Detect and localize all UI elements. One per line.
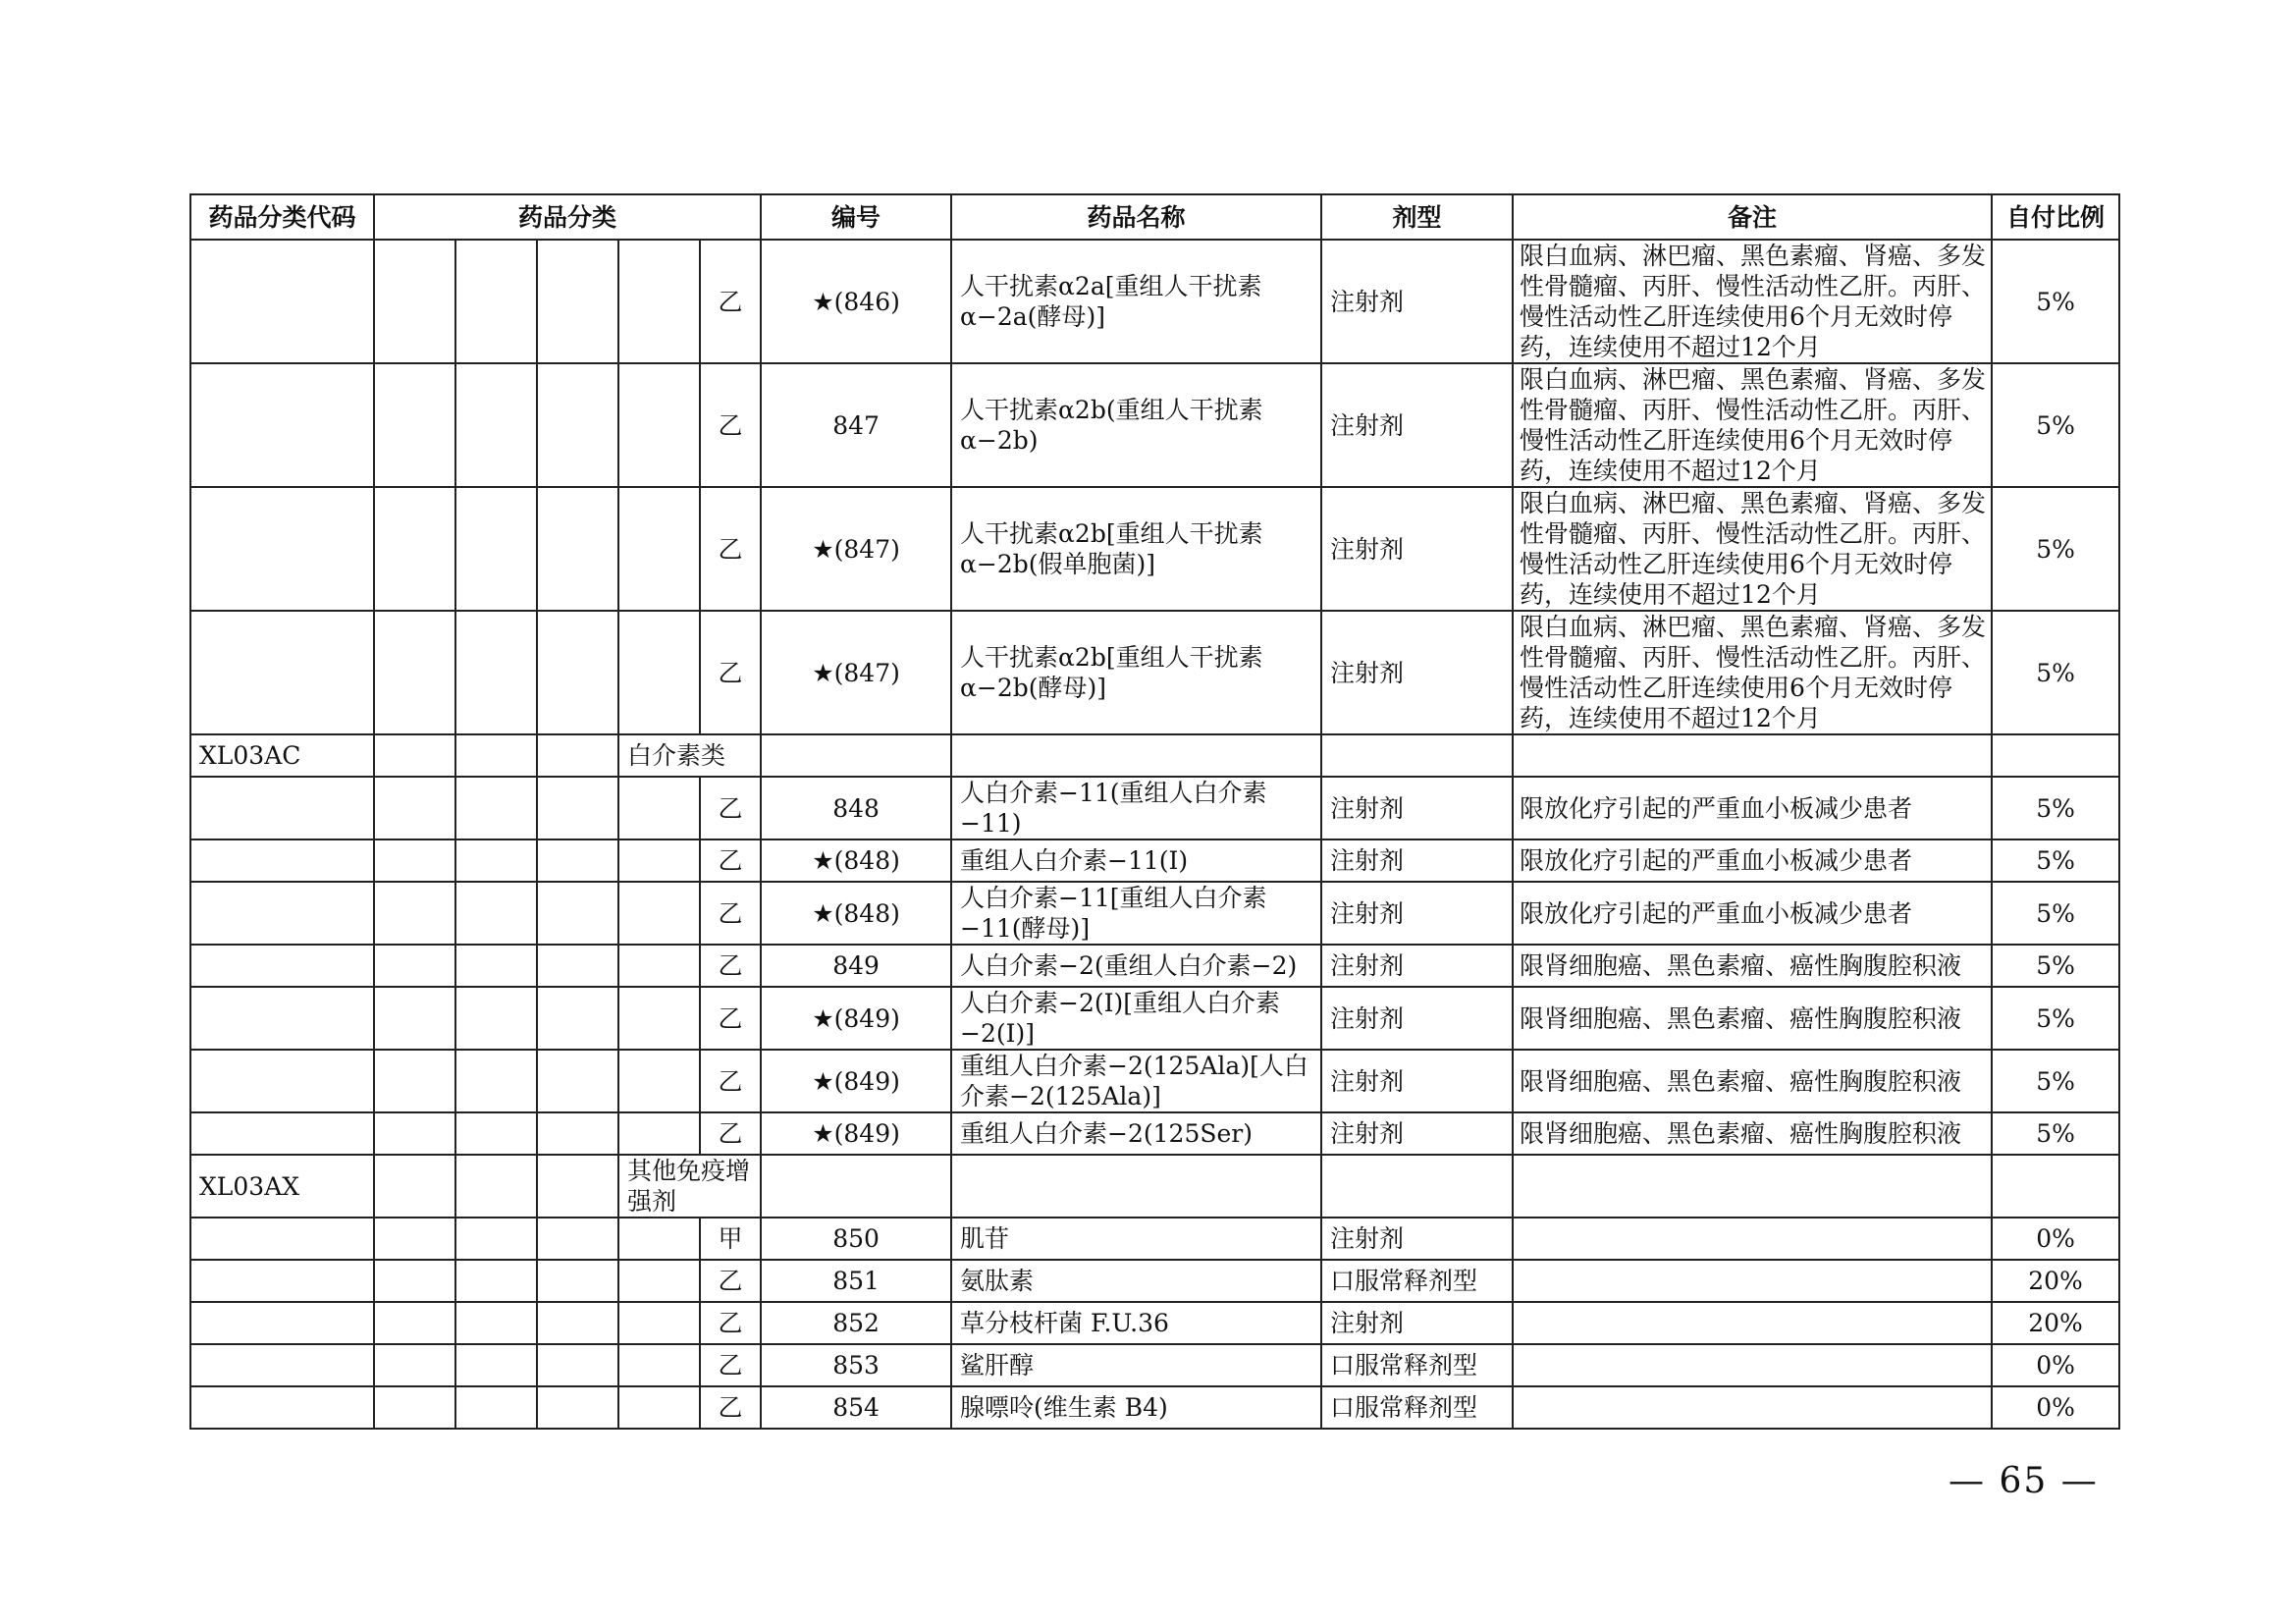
header-code: 药品分类代码 bbox=[190, 194, 374, 240]
drug-note: 限白血病、淋巴瘤、黑色素瘤、肾癌、多发性骨髓瘤、丙肝、慢性活动性乙肝。丙肝、慢性活动性乙肝连续使用6个月无效时停药，连续使用不超过12个月 bbox=[1513, 611, 1992, 734]
drug-form: 口服常释剂型 bbox=[1321, 1344, 1513, 1386]
drug-ratio: 5% bbox=[1992, 240, 2119, 363]
empty-cell bbox=[1321, 1155, 1513, 1218]
header-category: 药品分类 bbox=[374, 194, 761, 240]
drug-name: 人干扰素α2b(重组人干扰素α−2b) bbox=[951, 363, 1321, 487]
drug-form: 注射剂 bbox=[1321, 240, 1513, 363]
drug-form: 注射剂 bbox=[1321, 487, 1513, 611]
empty-cell bbox=[190, 240, 374, 363]
drug-grade: 乙 bbox=[700, 1260, 761, 1302]
empty-cell bbox=[374, 777, 455, 839]
drug-form: 注射剂 bbox=[1321, 945, 1513, 987]
empty-cell bbox=[190, 1218, 374, 1260]
empty-cell bbox=[455, 734, 537, 777]
empty-cell bbox=[374, 240, 455, 363]
header-form: 剂型 bbox=[1321, 194, 1513, 240]
drug-name: 重组人白介素−2(125Ser) bbox=[951, 1112, 1321, 1155]
drug-grade: 乙 bbox=[700, 1050, 761, 1112]
empty-cell bbox=[374, 1155, 455, 1218]
empty-cell bbox=[455, 1344, 537, 1386]
empty-cell bbox=[455, 1386, 537, 1429]
drug-number: ★(849) bbox=[761, 1050, 951, 1112]
empty-cell bbox=[190, 1344, 374, 1386]
drug-number: ★(847) bbox=[761, 487, 951, 611]
empty-cell bbox=[951, 1155, 1321, 1218]
empty-cell bbox=[190, 1112, 374, 1155]
empty-cell bbox=[190, 839, 374, 882]
empty-cell bbox=[618, 1302, 700, 1344]
empty-cell bbox=[618, 1112, 700, 1155]
drug-name: 人白介素−11(重组人白介素−11) bbox=[951, 777, 1321, 839]
drug-note: 限肾细胞癌、黑色素瘤、癌性胸腹腔积液 bbox=[1513, 945, 1992, 987]
table-row bbox=[190, 1302, 2119, 1344]
table-body bbox=[190, 240, 2119, 1429]
drug-grade: 乙 bbox=[700, 1386, 761, 1429]
empty-cell bbox=[455, 1155, 537, 1218]
empty-cell bbox=[537, 1155, 618, 1218]
empty-cell bbox=[455, 1260, 537, 1302]
header-name: 药品名称 bbox=[951, 194, 1321, 240]
drug-number: 847 bbox=[761, 363, 951, 487]
drug-grade: 甲 bbox=[700, 1218, 761, 1260]
empty-cell bbox=[455, 363, 537, 487]
drug-ratio: 0% bbox=[1992, 1386, 2119, 1429]
drug-note: 限白血病、淋巴瘤、黑色素瘤、肾癌、多发性骨髓瘤、丙肝、慢性活动性乙肝。丙肝、慢性活动性乙肝连续使用6个月无效时停药，连续使用不超过12个月 bbox=[1513, 363, 1992, 487]
category-code: XL03AX bbox=[190, 1155, 374, 1218]
empty-cell bbox=[951, 734, 1321, 777]
empty-cell bbox=[374, 1386, 455, 1429]
empty-cell bbox=[618, 1218, 700, 1260]
drug-note bbox=[1513, 1260, 1992, 1302]
drug-grade: 乙 bbox=[700, 1344, 761, 1386]
empty-cell bbox=[374, 1260, 455, 1302]
empty-cell bbox=[537, 1050, 618, 1112]
empty-cell bbox=[455, 1112, 537, 1155]
header-ratio: 自付比例 bbox=[1992, 194, 2119, 240]
drug-form: 口服常释剂型 bbox=[1321, 1386, 1513, 1429]
drug-number: 849 bbox=[761, 945, 951, 987]
empty-cell bbox=[1513, 1155, 1992, 1218]
empty-cell bbox=[374, 839, 455, 882]
drug-form: 注射剂 bbox=[1321, 1302, 1513, 1344]
empty-cell bbox=[374, 734, 455, 777]
drug-note bbox=[1513, 1344, 1992, 1386]
empty-cell bbox=[374, 611, 455, 734]
drug-grade: 乙 bbox=[700, 611, 761, 734]
category-name: 其他免疫增强剂 bbox=[618, 1155, 761, 1218]
drug-note bbox=[1513, 1302, 1992, 1344]
empty-cell bbox=[618, 1386, 700, 1429]
empty-cell bbox=[190, 1050, 374, 1112]
drug-ratio: 5% bbox=[1992, 363, 2119, 487]
empty-cell bbox=[618, 363, 700, 487]
drug-name: 鲨肝醇 bbox=[951, 1344, 1321, 1386]
empty-cell bbox=[374, 945, 455, 987]
empty-cell bbox=[190, 777, 374, 839]
drug-name: 人白介素−2(重组人白介素−2) bbox=[951, 945, 1321, 987]
empty-cell bbox=[190, 1260, 374, 1302]
empty-cell bbox=[190, 487, 374, 611]
drug-form: 注射剂 bbox=[1321, 839, 1513, 882]
empty-cell bbox=[537, 1218, 618, 1260]
drug-grade: 乙 bbox=[700, 1112, 761, 1155]
empty-cell bbox=[374, 1112, 455, 1155]
drug-grade: 乙 bbox=[700, 240, 761, 363]
empty-cell bbox=[537, 945, 618, 987]
drug-ratio: 5% bbox=[1992, 611, 2119, 734]
drug-number: 853 bbox=[761, 1344, 951, 1386]
empty-cell bbox=[190, 945, 374, 987]
empty-cell bbox=[537, 1344, 618, 1386]
drug-ratio: 5% bbox=[1992, 1050, 2119, 1112]
drug-number: ★(846) bbox=[761, 240, 951, 363]
empty-cell bbox=[537, 734, 618, 777]
empty-cell bbox=[190, 363, 374, 487]
empty-cell bbox=[618, 611, 700, 734]
empty-cell bbox=[374, 1302, 455, 1344]
drug-grade: 乙 bbox=[700, 987, 761, 1050]
table-row bbox=[190, 240, 2119, 363]
empty-cell bbox=[190, 1386, 374, 1429]
empty-cell bbox=[455, 987, 537, 1050]
empty-cell bbox=[374, 1050, 455, 1112]
drug-grade: 乙 bbox=[700, 839, 761, 882]
empty-cell bbox=[455, 945, 537, 987]
empty-cell bbox=[618, 987, 700, 1050]
drug-form: 注射剂 bbox=[1321, 611, 1513, 734]
drug-grade: 乙 bbox=[700, 1302, 761, 1344]
empty-cell bbox=[618, 777, 700, 839]
drug-name: 重组人白介素−2(125Ala)[人白介素−2(125Ala)] bbox=[951, 1050, 1321, 1112]
drug-name: 重组人白介素−11(Ⅰ) bbox=[951, 839, 1321, 882]
table-row bbox=[190, 1218, 2119, 1260]
drug-number: ★(849) bbox=[761, 1112, 951, 1155]
empty-cell bbox=[374, 1218, 455, 1260]
drug-form: 注射剂 bbox=[1321, 1218, 1513, 1260]
table-row bbox=[190, 611, 2119, 734]
drug-number: ★(849) bbox=[761, 987, 951, 1050]
table-row bbox=[190, 1386, 2119, 1429]
drug-ratio: 5% bbox=[1992, 487, 2119, 611]
drug-form: 注射剂 bbox=[1321, 1112, 1513, 1155]
empty-cell bbox=[1992, 734, 2119, 777]
drug-ratio: 20% bbox=[1992, 1302, 2119, 1344]
empty-cell bbox=[537, 777, 618, 839]
drug-number: ★(848) bbox=[761, 839, 951, 882]
empty-cell bbox=[455, 487, 537, 611]
empty-cell bbox=[537, 882, 618, 945]
drug-form: 注射剂 bbox=[1321, 987, 1513, 1050]
table-row bbox=[190, 1050, 2119, 1112]
empty-cell bbox=[618, 1260, 700, 1302]
category-code: XL03AC bbox=[190, 734, 374, 777]
empty-cell bbox=[537, 240, 618, 363]
drug-ratio: 0% bbox=[1992, 1218, 2119, 1260]
drug-number: ★(848) bbox=[761, 882, 951, 945]
empty-cell bbox=[374, 1344, 455, 1386]
drug-ratio: 20% bbox=[1992, 1260, 2119, 1302]
drug-name: 人白介素−2(I)[重组人白介素−2(Ⅰ)] bbox=[951, 987, 1321, 1050]
drug-catalog-table bbox=[189, 193, 2120, 1430]
drug-name: 人白介素−11[重组人白介素−11(酵母)] bbox=[951, 882, 1321, 945]
empty-cell bbox=[537, 1260, 618, 1302]
empty-cell bbox=[537, 1302, 618, 1344]
drug-form: 注射剂 bbox=[1321, 777, 1513, 839]
drug-number: 850 bbox=[761, 1218, 951, 1260]
empty-cell bbox=[190, 882, 374, 945]
table-header-row bbox=[190, 194, 2119, 240]
empty-cell bbox=[537, 363, 618, 487]
drug-number: 848 bbox=[761, 777, 951, 839]
empty-cell bbox=[537, 987, 618, 1050]
category-row bbox=[190, 734, 2119, 777]
drug-ratio: 5% bbox=[1992, 1112, 2119, 1155]
empty-cell bbox=[374, 882, 455, 945]
empty-cell bbox=[455, 777, 537, 839]
empty-cell bbox=[761, 1155, 951, 1218]
table-row bbox=[190, 487, 2119, 611]
drug-note: 限放化疗引起的严重血小板减少患者 bbox=[1513, 839, 1992, 882]
drug-ratio: 5% bbox=[1992, 882, 2119, 945]
drug-name: 人干扰素α2a[重组人干扰素α−2a(酵母)] bbox=[951, 240, 1321, 363]
empty-cell bbox=[1992, 1155, 2119, 1218]
empty-cell bbox=[537, 487, 618, 611]
empty-cell bbox=[537, 839, 618, 882]
drug-name: 草分枝杆菌 F.U.36 bbox=[951, 1302, 1321, 1344]
drug-form: 注射剂 bbox=[1321, 363, 1513, 487]
empty-cell bbox=[618, 839, 700, 882]
empty-cell bbox=[1513, 734, 1992, 777]
drug-ratio: 5% bbox=[1992, 987, 2119, 1050]
empty-cell bbox=[537, 1112, 618, 1155]
empty-cell bbox=[455, 240, 537, 363]
empty-cell bbox=[537, 1386, 618, 1429]
empty-cell bbox=[190, 987, 374, 1050]
table-row bbox=[190, 1112, 2119, 1155]
drug-note: 限肾细胞癌、黑色素瘤、癌性胸腹腔积液 bbox=[1513, 1112, 1992, 1155]
drug-ratio: 5% bbox=[1992, 777, 2119, 839]
table-row bbox=[190, 777, 2119, 839]
drug-ratio: 0% bbox=[1992, 1344, 2119, 1386]
empty-cell bbox=[190, 1302, 374, 1344]
table-row bbox=[190, 882, 2119, 945]
category-name: 白介素类 bbox=[618, 734, 761, 777]
header-note: 备注 bbox=[1513, 194, 1992, 240]
empty-cell bbox=[537, 611, 618, 734]
drug-note bbox=[1513, 1386, 1992, 1429]
drug-ratio: 5% bbox=[1992, 839, 2119, 882]
drug-ratio: 5% bbox=[1992, 945, 2119, 987]
drug-note: 限放化疗引起的严重血小板减少患者 bbox=[1513, 882, 1992, 945]
drug-number: ★(847) bbox=[761, 611, 951, 734]
empty-cell bbox=[618, 945, 700, 987]
drug-name: 肌苷 bbox=[951, 1218, 1321, 1260]
empty-cell bbox=[455, 882, 537, 945]
drug-form: 注射剂 bbox=[1321, 1050, 1513, 1112]
empty-cell bbox=[190, 611, 374, 734]
drug-note: 限白血病、淋巴瘤、黑色素瘤、肾癌、多发性骨髓瘤、丙肝、慢性活动性乙肝。丙肝、慢性活动性乙肝连续使用6个月无效时停药，连续使用不超过12个月 bbox=[1513, 240, 1992, 363]
empty-cell bbox=[618, 1050, 700, 1112]
table-row bbox=[190, 1260, 2119, 1302]
empty-cell bbox=[455, 1302, 537, 1344]
drug-grade: 乙 bbox=[700, 777, 761, 839]
drug-form: 注射剂 bbox=[1321, 882, 1513, 945]
empty-cell bbox=[761, 734, 951, 777]
empty-cell bbox=[618, 487, 700, 611]
drug-form: 口服常释剂型 bbox=[1321, 1260, 1513, 1302]
drug-number: 851 bbox=[761, 1260, 951, 1302]
drug-note bbox=[1513, 1218, 1992, 1260]
drug-name: 人干扰素α2b[重组人干扰素α−2b(假单胞菌)] bbox=[951, 487, 1321, 611]
empty-cell bbox=[455, 1218, 537, 1260]
empty-cell bbox=[374, 487, 455, 611]
drug-note: 限肾细胞癌、黑色素瘤、癌性胸腹腔积液 bbox=[1513, 987, 1992, 1050]
drug-grade: 乙 bbox=[700, 363, 761, 487]
drug-name: 氨肽素 bbox=[951, 1260, 1321, 1302]
drug-number: 854 bbox=[761, 1386, 951, 1429]
table-row bbox=[190, 987, 2119, 1050]
empty-cell bbox=[1321, 734, 1513, 777]
drug-number: 852 bbox=[761, 1302, 951, 1344]
drug-grade: 乙 bbox=[700, 945, 761, 987]
empty-cell bbox=[618, 1344, 700, 1386]
header-number: 编号 bbox=[761, 194, 951, 240]
empty-cell bbox=[455, 611, 537, 734]
drug-note: 限肾细胞癌、黑色素瘤、癌性胸腹腔积液 bbox=[1513, 1050, 1992, 1112]
empty-cell bbox=[455, 839, 537, 882]
table-row bbox=[190, 363, 2119, 487]
empty-cell bbox=[618, 882, 700, 945]
empty-cell bbox=[455, 1050, 537, 1112]
drug-note: 限放化疗引起的严重血小板减少患者 bbox=[1513, 777, 1992, 839]
category-row bbox=[190, 1155, 2119, 1218]
empty-cell bbox=[618, 240, 700, 363]
drug-name: 腺嘌呤(维生素 B4) bbox=[951, 1386, 1321, 1429]
table-row bbox=[190, 1344, 2119, 1386]
drug-name: 人干扰素α2b[重组人干扰素α−2b(酵母)] bbox=[951, 611, 1321, 734]
table-row bbox=[190, 945, 2119, 987]
table-row bbox=[190, 839, 2119, 882]
empty-cell bbox=[374, 363, 455, 487]
drug-note: 限白血病、淋巴瘤、黑色素瘤、肾癌、多发性骨髓瘤、丙肝、慢性活动性乙肝。丙肝、慢性活动性乙肝连续使用6个月无效时停药，连续使用不超过12个月 bbox=[1513, 487, 1992, 611]
empty-cell bbox=[374, 987, 455, 1050]
page-number: — 65 — bbox=[1949, 1461, 2099, 1501]
drug-grade: 乙 bbox=[700, 487, 761, 611]
drug-grade: 乙 bbox=[700, 882, 761, 945]
